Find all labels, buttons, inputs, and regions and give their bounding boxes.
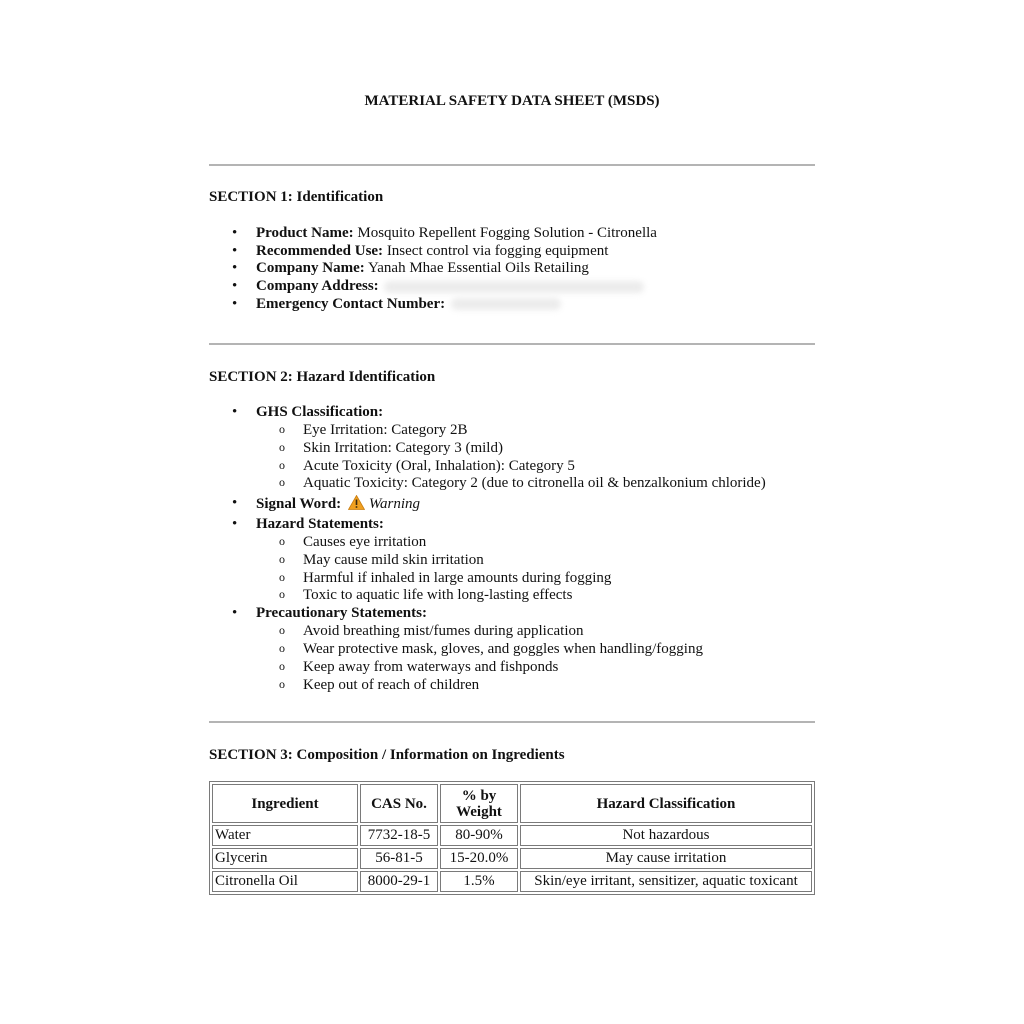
list-item [209, 605, 766, 694]
company-name-label: Company Name: [256, 260, 365, 277]
document-title: MATERIAL SAFETY DATA SHEET (MSDS) [364, 93, 660, 109]
table-cell: Glycerin [212, 848, 358, 869]
redacted-address [384, 281, 644, 293]
hazard-statements-label: Hazard Statements: [256, 516, 384, 533]
table-cell: Skin/eye irritant, sensitizer, aquatic toxicant [520, 871, 812, 892]
hazard-item: o Causes eye irritation [256, 534, 766, 552]
section-divider [209, 343, 815, 345]
table-cell: 1.5% [440, 871, 518, 892]
recommended-use-value: Insect control via fogging equipment [383, 242, 609, 259]
signal-word-label: Signal Word: [256, 496, 342, 513]
recommended-use-label: Recommended Use: [256, 242, 384, 259]
ghs-item: o Aquatic Toxicity: Category 2 (due to citronella oil & benzalkonium chloride) [256, 475, 766, 493]
column-header: Hazard Classification [520, 784, 812, 823]
table-header-row [212, 784, 812, 823]
hazard-item: o May cause mild skin irritation [256, 552, 766, 570]
list-item [209, 278, 657, 296]
emergency-contact-label: Emergency Contact Number: [256, 295, 446, 312]
section-divider [209, 721, 815, 723]
section3-heading: SECTION 3: Composition / Information on Ingredients [209, 747, 565, 763]
ghs-item: o Eye Irritation: Category 2B [256, 422, 766, 440]
table-cell: Water [212, 825, 358, 846]
table-row [212, 848, 812, 869]
company-name-value: Yanah Mhae Essential Oils Retailing [364, 260, 589, 277]
product-name-label: Product Name: [256, 225, 354, 241]
hazard-item: o Harmful if inhaled in large amounts during fogging [256, 570, 766, 588]
list-item [209, 404, 766, 493]
ghs-item: o Acute Toxicity (Oral, Inhalation): Category 5 [256, 458, 766, 476]
hazard-sublist [256, 534, 766, 606]
ingredients-table [209, 781, 815, 895]
table-cell: Not hazardous [520, 825, 812, 846]
table-cell: Citronella Oil [212, 871, 358, 892]
list-item [209, 260, 657, 278]
precaution-item: o Avoid breathing mist/fumes during application [256, 623, 766, 641]
signal-word-value: Warning [368, 496, 421, 513]
section-divider [209, 164, 815, 166]
hazard-item: o Toxic to aquatic life with long-lasting effects [256, 587, 766, 605]
table-cell: 8000-29-1 [360, 871, 438, 892]
column-header: % by Weight [440, 784, 518, 823]
table-row [212, 871, 812, 892]
table-row [212, 825, 812, 846]
list-item [209, 225, 657, 243]
section1-heading: SECTION 1: Identification [209, 189, 384, 205]
section2-heading: SECTION 2: Hazard Identification [209, 369, 436, 385]
table-cell: May cause irritation [520, 848, 812, 869]
precautionary-statements-label: Precautionary Statements: [256, 605, 427, 622]
table-cell: 56-81-5 [360, 848, 438, 869]
precaution-item: o Keep out of reach of children [256, 677, 766, 695]
table-cell: 7732-18-5 [360, 825, 438, 846]
table-cell: 15-20.0% [440, 848, 518, 869]
ghs-item: o Skin Irritation: Category 3 (mild) [256, 440, 766, 458]
section2-list [209, 404, 766, 695]
column-header: CAS No. [360, 784, 438, 823]
section1-list [209, 225, 657, 314]
precaution-item: o Keep away from waterways and fishponds [256, 659, 766, 677]
ghs-sublist [256, 422, 766, 494]
list-item [209, 243, 657, 261]
redacted-phone [451, 298, 561, 310]
precaution-item: o Wear protective mask, gloves, and goggles when handling/fogging [256, 641, 766, 659]
product-name-value: Mosquito Repellent Fogging Solution - Citronella [353, 225, 657, 241]
table-cell: 80-90% [440, 825, 518, 846]
list-item [209, 516, 766, 605]
column-header: Ingredient [212, 784, 358, 823]
precaution-sublist [256, 623, 766, 695]
list-item [209, 495, 766, 516]
warning-triangle-icon [348, 495, 365, 516]
list-item [209, 296, 657, 314]
company-address-label: Company Address: [256, 278, 379, 295]
ghs-classification-label: GHS Classification: [256, 404, 384, 420]
